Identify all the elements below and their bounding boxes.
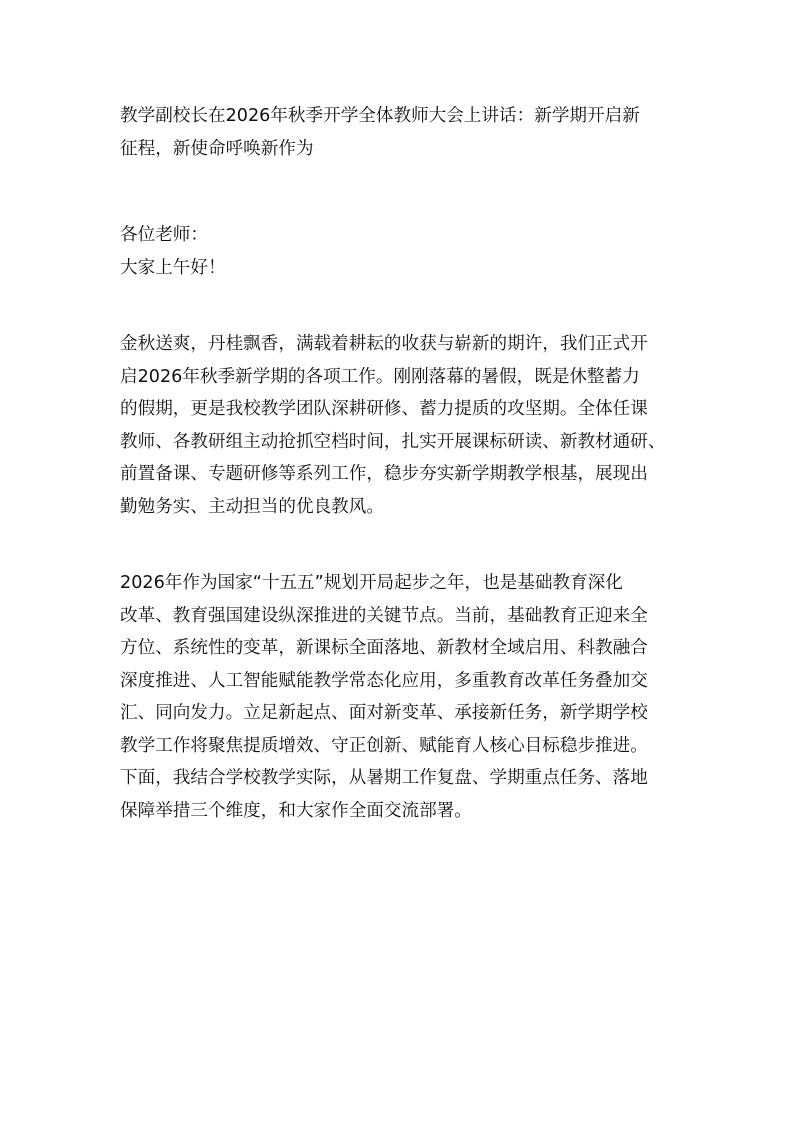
- paragraph-line: 改革、教育强国建设纵深推进的关键节点。当前，基础教育正迎来全: [120, 605, 648, 626]
- paragraph-line: 的假期，更是我校教学团队深耕研修、蓄力提质的攻坚期。全体任课: [120, 399, 648, 419]
- paragraph-2: [120, 567, 680, 827]
- salutation-block: [120, 219, 680, 284]
- paragraph-line: 前置备课、专题研修等系列工作，稳步夯实新学期教学根基，展现出: [120, 464, 648, 484]
- paragraph-1: [120, 328, 680, 523]
- document-body: [120, 100, 680, 827]
- paragraph-line: 下面，我结合学校教学实际，从暑期工作复盘、学期重点任务、落地: [120, 768, 648, 788]
- paragraph-line: 保障举措三个维度，和大家作全面交流部署。: [120, 800, 472, 821]
- paragraph-line: 启2026年秋季新学期的各项工作。刚刚落幕的暑假，既是休整蓄力: [120, 366, 640, 387]
- greeting: 大家上午好！: [120, 257, 226, 278]
- paragraph-line: 勤勉务实、主动担当的优良教风。: [120, 496, 384, 517]
- paragraph-line: 2026年作为国家“十五五”规划开局起步之年，也是基础教育深化: [120, 573, 623, 593]
- title-line: 教学副校长在2026年秋季开学全体教师大会上讲话：新学期开启新: [120, 106, 640, 126]
- salutation: 各位老师：: [120, 225, 208, 245]
- paragraph-line: 教师、各教研组主动抢抓空档时间，扎实开展课标研读、新教材通研、: [120, 431, 666, 452]
- paragraph-line: 方位、系统性的变革，新课标全面落地、新教材全域启用、科教融合: [120, 638, 648, 658]
- paragraph-line: 汇、同向发力。立足新起点、面对新变革、承接新任务，新学期学校: [120, 703, 648, 723]
- paragraph-line: 金秋送爽，丹桂飘香，满载着耕耘的收获与崭新的期许，我们正式开: [120, 334, 648, 354]
- paragraph-line: 深度推进、人工智能赋能教学常态化应用，多重教育改革任务叠加交: [120, 670, 648, 691]
- paragraph-line: 教学工作将聚焦提质增效、守正创新、赋能育人核心目标稳步推进。: [120, 735, 648, 756]
- title-line: 征程，新使命呼唤新作为: [120, 138, 314, 159]
- document-title: [120, 100, 680, 165]
